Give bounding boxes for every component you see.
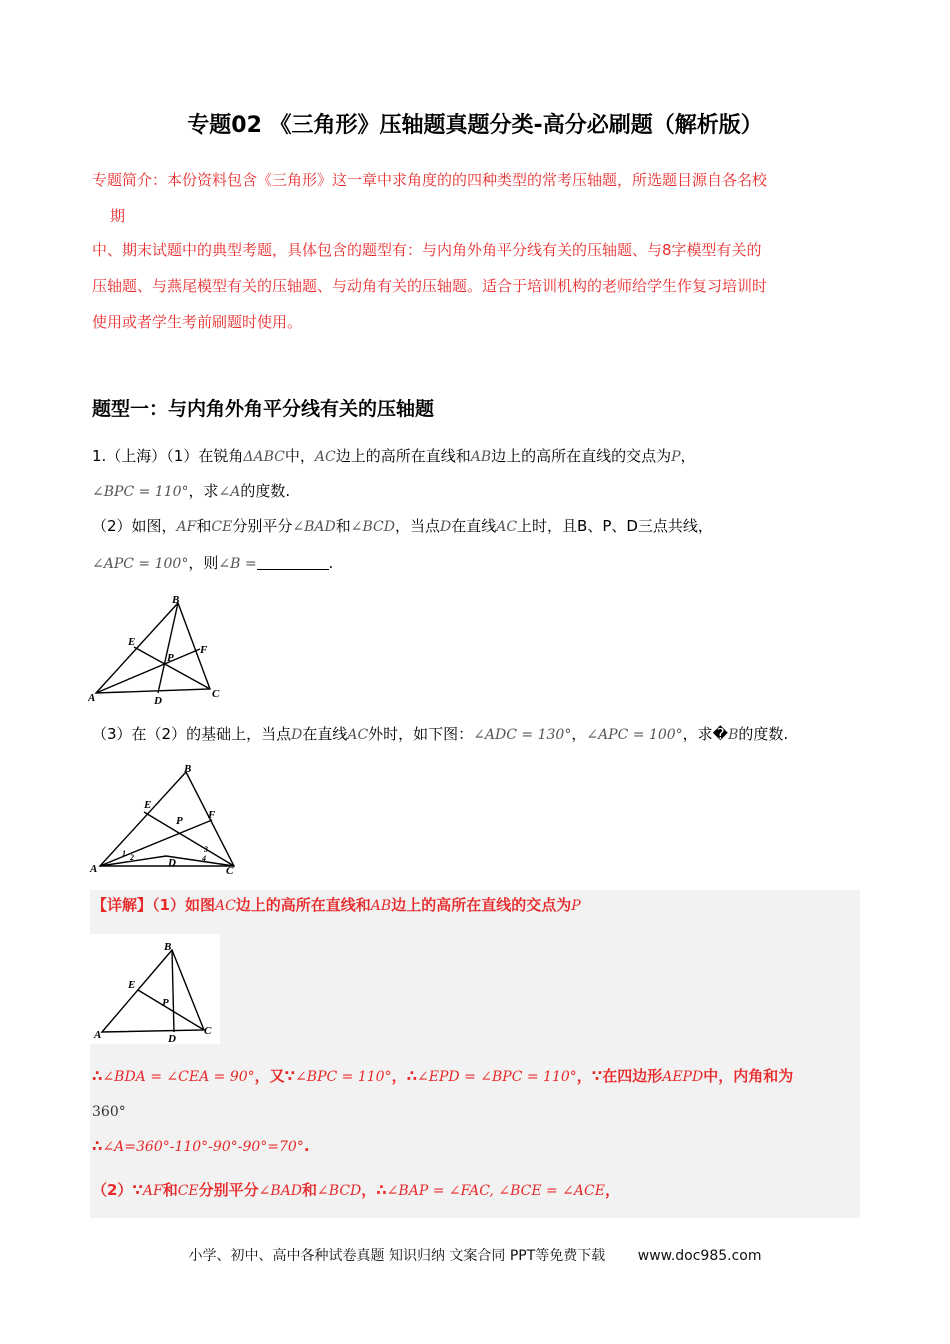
question-line-2: ∠BPC = 110°，求∠A的度数. (92, 482, 291, 500)
label-E: E (144, 799, 152, 811)
label-C: C (226, 865, 234, 877)
label-B: B (172, 594, 180, 606)
label-F: F (208, 809, 216, 821)
intro-line-3: 压轴题、与燕尾模型有关的压轴题、与动角有关的压轴题。适合于培训机构的老师给学生作复习培训时 (92, 277, 768, 295)
angle-mark-4: 4 (202, 854, 206, 863)
label-E: E (128, 979, 136, 991)
intro-line-4: 使用或者学生考前刷题时使用。 (92, 313, 303, 331)
label-F: F (200, 644, 208, 656)
answer-blank[interactable] (257, 555, 329, 570)
page-footer (0, 1245, 950, 1265)
label-C: C (212, 688, 220, 700)
label-A: A (88, 692, 96, 704)
question-line-4: ∠APC = 100°，则∠B = . (92, 554, 334, 572)
intro-line-1b: 期 (110, 207, 126, 225)
footer-text: 小学、初中、高中各种试卷真题 知识归纳 文案合同 PPT等免费下载 (188, 1248, 606, 1264)
intro-line-1: 专题简介：本份资料包含《三角形》这一章中求角度的的四种类型的常考压轴题，所选题目源自各名校 (92, 171, 768, 189)
label-A: A (94, 1029, 102, 1041)
footer-link[interactable]: www.doc985.com (637, 1248, 762, 1264)
question-line-5: （3）在（2）的基础上，当点D在直线AC外时，如下图：∠ADC = 130°，∠APC = 100°，求�B的度数. (92, 725, 789, 743)
label-P: P (162, 997, 169, 1009)
angle-mark-3: 3 (204, 845, 208, 854)
label-B: B (184, 763, 192, 775)
label-B: B (164, 941, 172, 953)
angle-mark-1: 1 (122, 849, 126, 858)
page-title: 专题02 《三角形》压轴题真题分类-高分必刷题（解析版） (187, 113, 763, 138)
label-D: D (168, 1033, 176, 1044)
label-E: E (128, 636, 136, 648)
angle-mark-2: 2 (130, 853, 134, 862)
label-D: D (154, 695, 162, 705)
label-P: P (167, 652, 174, 664)
figure-triangle-1 (88, 593, 228, 705)
label-P: P (176, 815, 183, 827)
label-A: A (90, 863, 98, 875)
label-C: C (204, 1025, 212, 1037)
answer-line-1: 【详解】（1）如图AC边上的高所在直线和AB边上的高所在直线的交点为P (92, 896, 581, 914)
question-line-3: （2）如图，AF和CE分别平分∠BAD和∠BCD，当点D在直线AC上时，且B、P、D三点共线， (92, 517, 713, 535)
figure-triangle-3 (90, 934, 220, 1044)
section-heading: 题型一：与内角外角平分线有关的压轴题 (92, 398, 435, 420)
answer-line-5: （2）∵AF和CE分别平分∠BAD和∠BCD，∴∠BAP = ∠FAC, ∠BCE = ∠ACE， (92, 1181, 620, 1199)
answer-line-3: 360° (92, 1104, 126, 1120)
label-D: D (168, 857, 176, 869)
question-line-1: 1.（上海）（1）在锐角ΔABC中，AC边上的高所在直线和AB边上的高所在直线的交点为P， (92, 447, 696, 465)
figure-triangle-2 (88, 760, 238, 878)
answer-line-2: ∴∠BDA = ∠CEA = 90°，又∵∠BPC = 110°，∴∠EPD = ∠BPC = 110°，∵在四边形AEPD中，内角和为 (92, 1067, 794, 1085)
answer-line-4: ∴∠A=360°-110°-90°-90°=70°. (92, 1137, 310, 1155)
intro-line-2: 中、期末试题中的典型考题，具体包含的题型有：与内角外角平分线有关的压轴题、与8字模型有关的 (92, 241, 762, 259)
